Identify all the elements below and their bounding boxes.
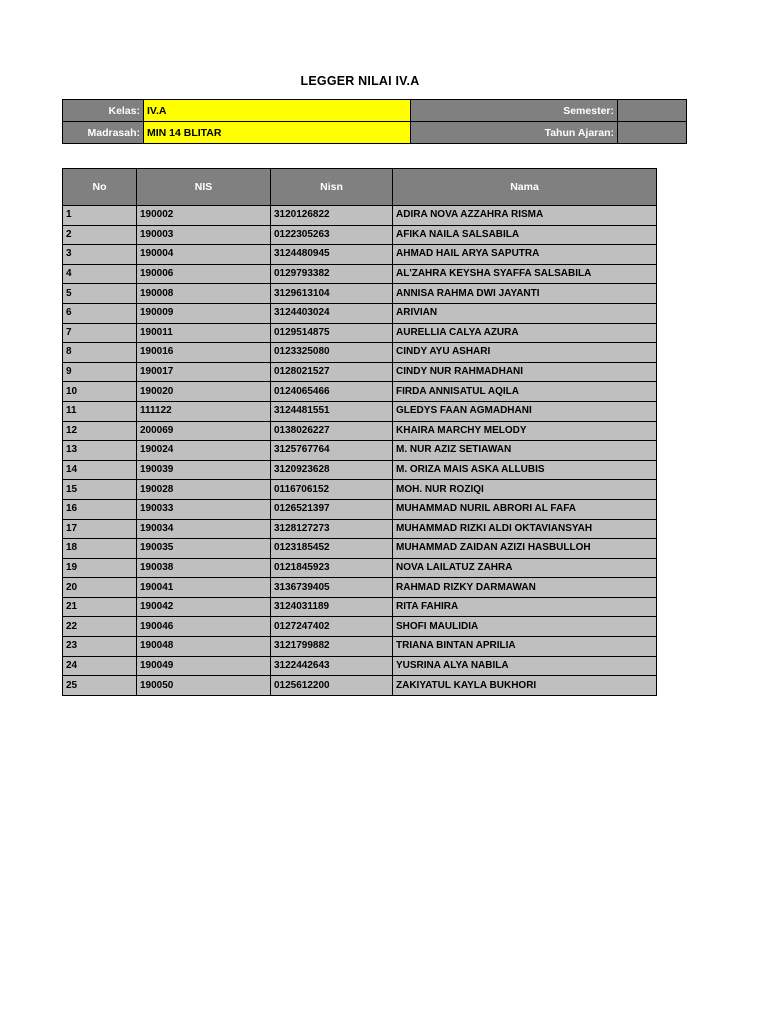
table-row[interactable] — [63, 558, 657, 578]
cell-no[interactable]: 2 — [63, 225, 137, 245]
table-row[interactable] — [63, 362, 657, 382]
table-row[interactable] — [63, 460, 657, 480]
cell-no[interactable]: 4 — [63, 264, 137, 284]
cell-nama[interactable]: RAHMAD RIZKY DARMAWAN — [393, 578, 657, 598]
table-row[interactable] — [63, 519, 657, 539]
table-header-row — [63, 169, 657, 206]
info-row-madrasah — [63, 122, 687, 144]
table-row[interactable] — [63, 480, 657, 500]
madrasah-label: Madrasah: — [63, 122, 144, 144]
cell-nisn[interactable]: 3125767764 — [271, 441, 393, 461]
cell-no[interactable]: 17 — [63, 519, 137, 539]
table-row[interactable] — [63, 343, 657, 363]
cell-nama[interactable]: ANNISA RAHMA DWI JAYANTI — [393, 284, 657, 304]
table-row[interactable] — [63, 303, 657, 323]
cell-no[interactable]: 22 — [63, 617, 137, 637]
cell-nis[interactable]: 190020 — [137, 382, 271, 402]
table-row[interactable] — [63, 264, 657, 284]
cell-no[interactable]: 8 — [63, 343, 137, 363]
cell-nisn[interactable]: 0126521397 — [271, 499, 393, 519]
cell-no[interactable]: 13 — [63, 441, 137, 461]
cell-nama[interactable]: AL'ZAHRA KEYSHA SYAFFA SALSABILA — [393, 264, 657, 284]
cell-nis[interactable]: 190016 — [137, 343, 271, 363]
cell-nis[interactable]: 190017 — [137, 362, 271, 382]
cell-nis[interactable]: 190006 — [137, 264, 271, 284]
cell-nis[interactable]: 190002 — [137, 206, 271, 226]
cell-nis[interactable]: 190028 — [137, 480, 271, 500]
cell-nisn[interactable]: 0122305263 — [271, 225, 393, 245]
cell-nisn[interactable]: 3124481551 — [271, 401, 393, 421]
cell-nisn[interactable]: 3120126822 — [271, 206, 393, 226]
info-row-kelas — [63, 100, 687, 122]
cell-nama[interactable]: SHOFI MAULIDIA — [393, 617, 657, 637]
tahun-ajaran-value[interactable] — [618, 122, 687, 144]
cell-nama[interactable]: MUHAMMAD NURIL ABRORI AL FAFA — [393, 499, 657, 519]
table-row[interactable] — [63, 401, 657, 421]
cell-nisn[interactable]: 0124065466 — [271, 382, 393, 402]
cell-nis[interactable]: 200069 — [137, 421, 271, 441]
cell-nama[interactable]: MUHAMMAD ZAIDAN AZIZI HASBULLOH — [393, 539, 657, 559]
semester-value[interactable] — [618, 100, 687, 122]
info-header-block — [62, 99, 687, 144]
cell-nama[interactable]: ZAKIYATUL KAYLA BUKHORI — [393, 676, 657, 696]
cell-nis[interactable]: 190003 — [137, 225, 271, 245]
cell-nisn[interactable]: 3129613104 — [271, 284, 393, 304]
cell-nis[interactable]: 190046 — [137, 617, 271, 637]
cell-nis[interactable]: 190050 — [137, 676, 271, 696]
cell-nisn[interactable]: 0128021527 — [271, 362, 393, 382]
cell-nama[interactable]: M. NUR AZIZ SETIAWAN — [393, 441, 657, 461]
table-row[interactable] — [63, 225, 657, 245]
cell-nama[interactable]: KHAIRA MARCHY MELODY — [393, 421, 657, 441]
table-row[interactable] — [63, 539, 657, 559]
table-row[interactable] — [63, 382, 657, 402]
cell-nama[interactable]: M. ORIZA MAIS ASKA ALLUBIS — [393, 460, 657, 480]
cell-nis[interactable]: 190008 — [137, 284, 271, 304]
cell-nisn[interactable]: 0123325080 — [271, 343, 393, 363]
cell-nama[interactable]: MOH. NUR ROZIQI — [393, 480, 657, 500]
cell-nisn[interactable]: 3121799882 — [271, 637, 393, 657]
cell-nis[interactable]: 190035 — [137, 539, 271, 559]
table-row[interactable] — [63, 441, 657, 461]
cell-nis[interactable]: 190042 — [137, 597, 271, 617]
table-row[interactable] — [63, 578, 657, 598]
cell-nisn[interactable]: 0129514875 — [271, 323, 393, 343]
table-row[interactable] — [63, 617, 657, 637]
cell-no[interactable]: 1 — [63, 206, 137, 226]
column-header-nis[interactable]: NIS — [137, 169, 271, 206]
cell-nis[interactable]: 190034 — [137, 519, 271, 539]
student-roster-table — [62, 168, 657, 696]
cell-nisn[interactable]: 0127247402 — [271, 617, 393, 637]
cell-no[interactable]: 19 — [63, 558, 137, 578]
cell-nisn[interactable]: 0116706152 — [271, 480, 393, 500]
cell-no[interactable]: 7 — [63, 323, 137, 343]
cell-nama[interactable]: ADIRA NOVA AZZAHRA RISMA — [393, 206, 657, 226]
cell-no[interactable]: 25 — [63, 676, 137, 696]
table-row[interactable] — [63, 206, 657, 226]
cell-nama[interactable]: AURELLIA CALYA AZURA — [393, 323, 657, 343]
cell-nisn[interactable]: 0129793382 — [271, 264, 393, 284]
cell-nis[interactable]: 190033 — [137, 499, 271, 519]
kelas-label: Kelas: — [63, 100, 144, 122]
cell-no[interactable]: 21 — [63, 597, 137, 617]
cell-nama[interactable]: MUHAMMAD RIZKI ALDI OKTAVIANSYAH — [393, 519, 657, 539]
table-row[interactable] — [63, 676, 657, 696]
cell-nis[interactable]: 190024 — [137, 441, 271, 461]
cell-nisn[interactable]: 3124480945 — [271, 245, 393, 265]
cell-no[interactable]: 18 — [63, 539, 137, 559]
cell-nama[interactable]: CINDY NUR RAHMADHANI — [393, 362, 657, 382]
cell-nisn[interactable]: 3124403024 — [271, 303, 393, 323]
cell-nis[interactable]: 190004 — [137, 245, 271, 265]
cell-nis[interactable]: 190011 — [137, 323, 271, 343]
cell-nama[interactable]: AFIKA NAILA SALSABILA — [393, 225, 657, 245]
table-row[interactable] — [63, 656, 657, 676]
madrasah-value[interactable]: MIN 14 BLITAR — [144, 122, 411, 144]
cell-nama[interactable]: FIRDA ANNISATUL AQILA — [393, 382, 657, 402]
cell-no[interactable]: 10 — [63, 382, 137, 402]
cell-nisn[interactable]: 3120923628 — [271, 460, 393, 480]
table-body — [63, 206, 657, 696]
semester-label: Semester: — [411, 100, 618, 122]
tahun-ajaran-label: Tahun Ajaran: — [411, 122, 618, 144]
cell-nis[interactable]: 190049 — [137, 656, 271, 676]
cell-no[interactable]: 5 — [63, 284, 137, 304]
cell-no[interactable]: 24 — [63, 656, 137, 676]
cell-nis[interactable]: 111122 — [137, 401, 271, 421]
cell-nis[interactable]: 190041 — [137, 578, 271, 598]
cell-nama[interactable]: NOVA LAILATUZ ZAHRA — [393, 558, 657, 578]
cell-nis[interactable]: 190048 — [137, 637, 271, 657]
cell-no[interactable]: 12 — [63, 421, 137, 441]
cell-nama[interactable]: ARIVIAN — [393, 303, 657, 323]
table-row[interactable] — [63, 323, 657, 343]
table-row[interactable] — [63, 499, 657, 519]
cell-no[interactable]: 14 — [63, 460, 137, 480]
cell-nisn[interactable]: 0125612200 — [271, 676, 393, 696]
cell-nama[interactable]: AHMAD HAIL ARYA SAPUTRA — [393, 245, 657, 265]
cell-nama[interactable]: TRIANA BINTAN APRILIA — [393, 637, 657, 657]
cell-nama[interactable]: YUSRINA ALYA NABILA — [393, 656, 657, 676]
cell-no[interactable]: 9 — [63, 362, 137, 382]
cell-nis[interactable]: 190009 — [137, 303, 271, 323]
column-header-no[interactable]: No — [63, 169, 137, 206]
kelas-value[interactable]: IV.A — [144, 100, 411, 122]
column-header-nisn[interactable]: Nisn — [271, 169, 393, 206]
cell-no[interactable]: 15 — [63, 480, 137, 500]
cell-nisn[interactable]: 0138026227 — [271, 421, 393, 441]
table-row[interactable] — [63, 421, 657, 441]
table-row[interactable] — [63, 637, 657, 657]
page-title — [0, 74, 768, 88]
page-title-text: LEGGER NILAI IV.A — [300, 74, 420, 88]
cell-nisn[interactable]: 3124031189 — [271, 597, 393, 617]
cell-nisn[interactable]: 3136739405 — [271, 578, 393, 598]
cell-no[interactable]: 20 — [63, 578, 137, 598]
cell-no[interactable]: 23 — [63, 637, 137, 657]
table-row[interactable] — [63, 597, 657, 617]
cell-nis[interactable]: 190038 — [137, 558, 271, 578]
cell-no[interactable]: 6 — [63, 303, 137, 323]
cell-no[interactable]: 11 — [63, 401, 137, 421]
table-row[interactable] — [63, 284, 657, 304]
cell-nisn[interactable]: 0121845923 — [271, 558, 393, 578]
cell-nama[interactable]: CINDY AYU ASHARI — [393, 343, 657, 363]
cell-no[interactable]: 3 — [63, 245, 137, 265]
column-header-nama[interactable]: Nama — [393, 169, 657, 206]
table-row[interactable] — [63, 245, 657, 265]
cell-nama[interactable]: RITA FAHIRA — [393, 597, 657, 617]
cell-nis[interactable]: 190039 — [137, 460, 271, 480]
cell-nisn[interactable]: 3122442643 — [271, 656, 393, 676]
cell-nama[interactable]: GLEDYS FAAN AGMADHANI — [393, 401, 657, 421]
cell-no[interactable]: 16 — [63, 499, 137, 519]
cell-nisn[interactable]: 0123185452 — [271, 539, 393, 559]
cell-nisn[interactable]: 3128127273 — [271, 519, 393, 539]
